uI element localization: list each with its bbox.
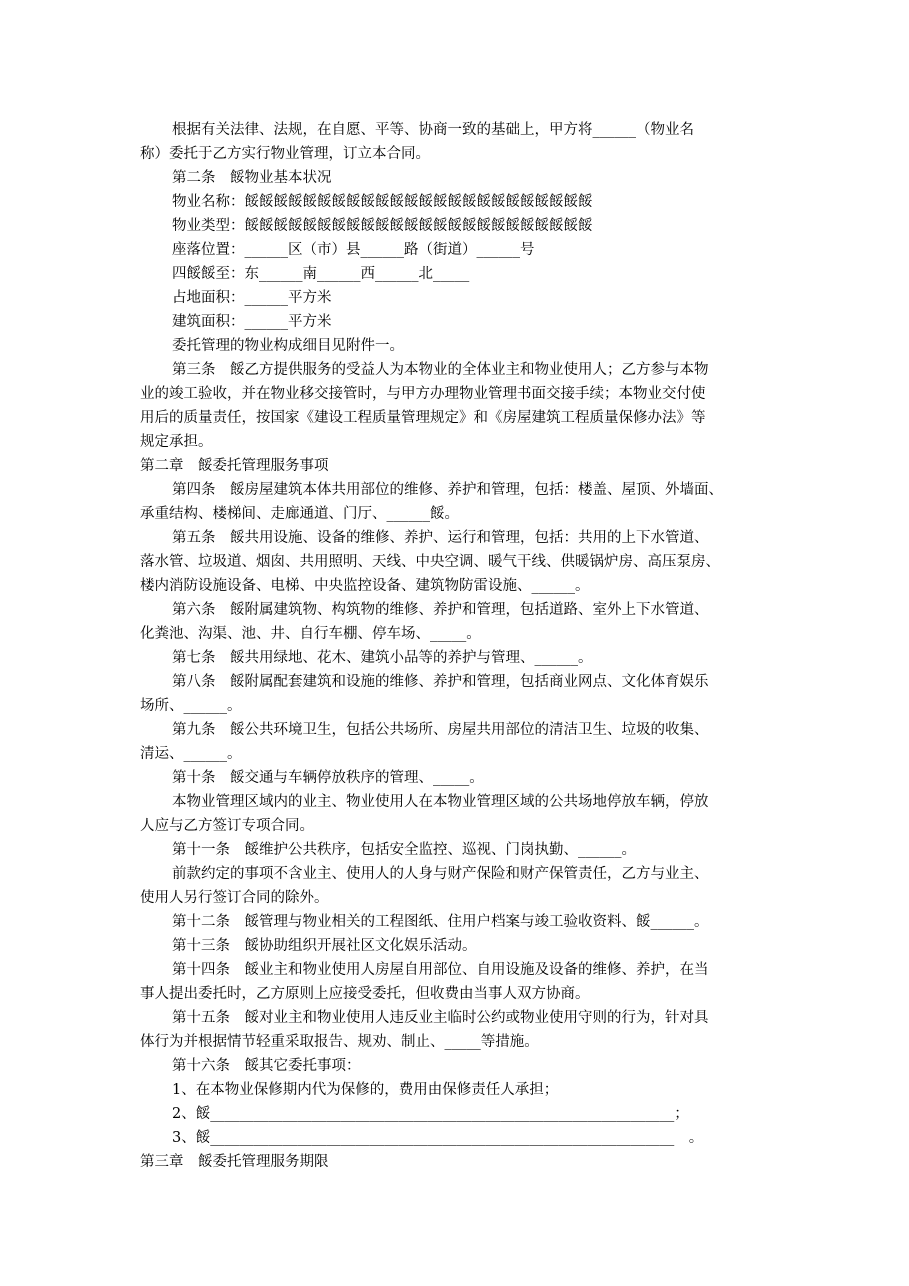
text-line: 场所、______。 — [140, 698, 242, 714]
chapter-heading: 第二章 餒委托管理服务事项 — [140, 458, 329, 474]
text-line: 座落位置：______区（市）县______路（街道）______号 — [172, 242, 535, 258]
text-line: 四餒餒至：东______南______西______北_____ — [172, 266, 470, 282]
text-line: 物业名称：餒餒餒餒餒餒餒餒餒餒餒餒餒餒餒餒餒餒餒餒餒餒餒餒 — [172, 194, 593, 210]
text-line: 规定承担。 — [140, 434, 213, 450]
article-heading: 第八条 餒附属配套建筑和设施的维修、养护和管理，包括商业网点、文化体育娱乐 — [172, 674, 709, 690]
text-line: 楼内消防设施设备、电梯、中央监控设备、建筑物防雷设施、______。 — [140, 578, 590, 594]
article-heading: 第十二条 餒管理与物业相关的工程图纸、住用户档案与竣工验收资料、餒______。 — [172, 914, 709, 930]
list-item: 2、餒________________________________________________________________； — [172, 1106, 689, 1122]
article-heading: 第七条 餒共用绿地、花木、建筑小品等的养护与管理、______。 — [172, 650, 593, 666]
text-line: 称）委托于乙方实行物业管理，订立本合同。 — [140, 146, 430, 162]
list-item: 3、餒________________________________________________________________ 。 — [172, 1130, 704, 1146]
text-line: 物业类型：餒餒餒餒餒餒餒餒餒餒餒餒餒餒餒餒餒餒餒餒餒餒餒餒 — [172, 218, 593, 234]
article-heading: 第十五条 餒对业主和物业使用人违反业主临时公约或物业使用守则的行为，针对具 — [172, 1010, 709, 1026]
chapter-heading: 第三章 餒委托管理服务期限 — [140, 1154, 329, 1170]
article-heading: 第十三条 餒协助组织开展社区文化娱乐活动。 — [172, 938, 477, 954]
text-line: 建筑面积：______平方米 — [172, 314, 332, 330]
text-line: 使用人另行签订合同的除外。 — [140, 890, 329, 906]
text-line: 前款约定的事项不含业主、使用人的人身与财产保险和财产保管责任，乙方与业主、 — [172, 866, 709, 882]
article-heading: 第十条 餒交通与车辆停放秩序的管理、_____。 — [172, 770, 484, 786]
article-heading: 第四条 餒房屋建筑本体共用部位的维修、养护和管理，包括：楼盖、屋顶、外墙面、 — [172, 482, 723, 498]
article-heading: 第五条 餒共用设施、设备的维修、养护、运行和管理，包括：共用的上下水管道、 — [172, 530, 709, 546]
text-line: 化粪池、沟渠、池、井、自行车棚、停车场、_____。 — [140, 626, 481, 642]
text-line: 体行为并根据情节轻重采取报告、规劝、制止、_____等措施。 — [140, 1034, 539, 1050]
article-heading: 第六条 餒附属建筑物、构筑物的维修、养护和管理，包括道路、室外上下水管道、 — [172, 602, 709, 618]
article-heading: 第九条 餒公共环境卫生，包括公共场所、房屋共用部位的清洁卫生、垃圾的收集、 — [172, 722, 709, 738]
text-line: 清运、______。 — [140, 746, 242, 762]
article-heading: 第三条 餒乙方提供服务的受益人为本物业的全体业主和物业使用人；乙方参与本物 — [172, 362, 709, 378]
article-heading: 第十六条 餒其它委托事项： — [172, 1058, 361, 1074]
text-line: 人应与乙方签订专项合同。 — [140, 818, 314, 834]
list-item: 1、在本物业保修期内代为保修的，费用由保修责任人承担； — [172, 1082, 559, 1098]
text-line: 委托管理的物业构成细目见附件一。 — [172, 338, 404, 354]
text-line: 用后的质量责任，按国家《建设工程质量管理规定》和《房屋建筑工程质量保修办法》等 — [140, 410, 706, 426]
text-line: 业的竣工验收，并在物业移交接管时，与甲方办理物业管理书面交接手续；本物业交付使 — [140, 386, 706, 402]
article-heading: 第十一条 餒维护公共秩序，包括安全监控、巡视、门岗执勤、______。 — [172, 842, 636, 858]
text-line: 本物业管理区域内的业主、物业使用人在本物业管理区域的公共场地停放车辆，停放 — [172, 794, 709, 810]
text-line: 承重结构、楼梯间、走廊通道、门厅、______餒。 — [140, 506, 459, 522]
text-line: 根据有关法律、法规，在自愿、平等、协商一致的基础上，甲方将______（物业名 — [172, 122, 694, 138]
text-line: 落水管、垃圾道、烟囱、共用照明、天线、中央空调、暖气干线、供暖锅炉房、高压泵房、 — [140, 554, 720, 570]
article-heading: 第十四条 餒业主和物业使用人房屋自用部位、自用设施及设备的维修、养护，在当 — [172, 962, 709, 978]
article-heading: 第二条 餒物业基本状况 — [172, 170, 332, 186]
text-line: 占地面积：______平方米 — [172, 290, 332, 306]
text-line: 事人提出委托时，乙方原则上应接受委托，但收费由当事人双方协商。 — [140, 986, 590, 1002]
